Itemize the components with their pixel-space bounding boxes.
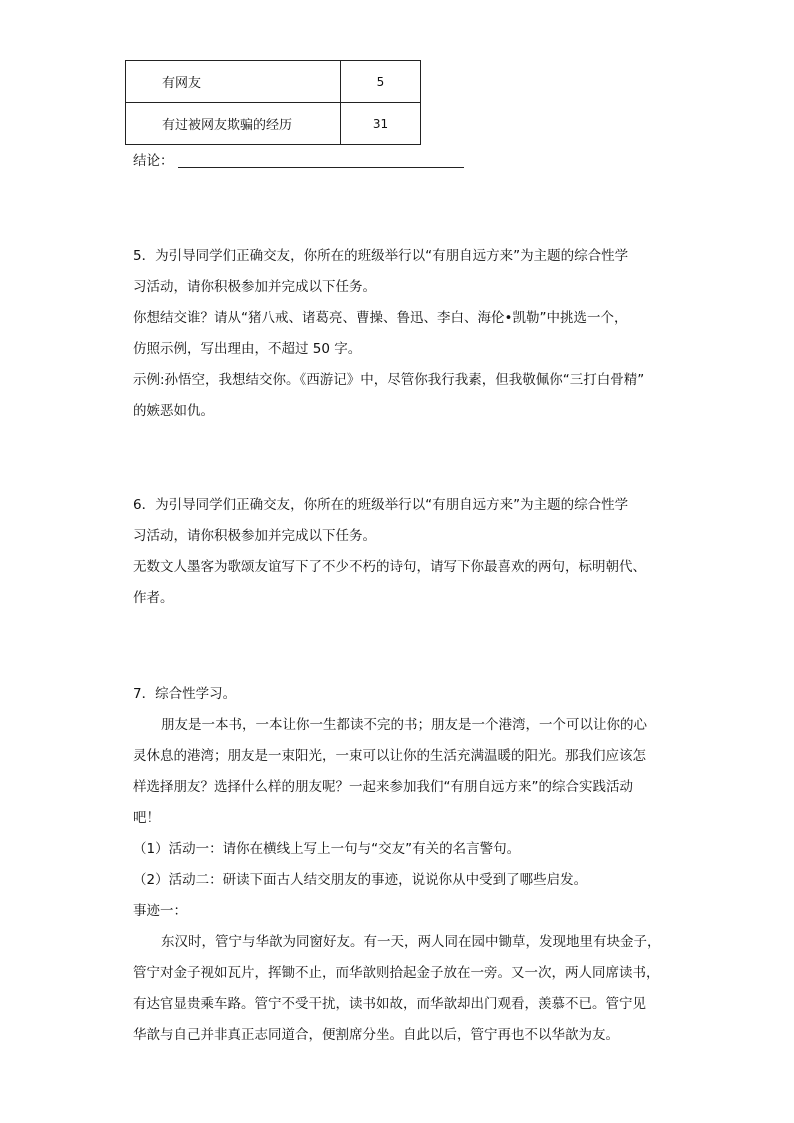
conclusion-line <box>133 151 464 171</box>
q7-activity-2: （2）活动二：研读下面古人结交朋友的事迹，说说你从中受到了哪些启发。 <box>133 872 588 888</box>
q7-line: 朋友是一本书，一本让你一生都读不完的书；朋友是一个港湾，一个可以让你的心 <box>161 717 647 733</box>
table-cell-label: 有网友 <box>126 61 341 103</box>
table-row <box>126 103 421 145</box>
q5-line: 的嫉恶如仇。 <box>133 403 214 419</box>
q6-line: 无数文人墨客为歌颂友谊写下了不少不朽的诗句，请写下你最喜欢的两句，标明朝代、 <box>133 559 646 575</box>
q6-line: 习活动，请你积极参加并完成以下任务。 <box>133 528 376 544</box>
q7-story-line: 东汉时，管宁与华歆为同窗好友。有一天，两人同在园中锄草，发现地里有块金子， <box>161 934 661 950</box>
q7-line: 7．综合性学习。 <box>133 686 237 702</box>
q5-line: 你想结交谁？请从“猪八戒、诸葛亮、曹操、鲁迅、李白、海伦•凯勒”中挑选一个， <box>133 310 628 326</box>
survey-table <box>125 60 421 145</box>
q7-line: 吧！ <box>133 810 160 826</box>
q7-story-heading: 事迹一： <box>133 903 187 919</box>
q5-line: 仿照示例，写出理由，不超过 50 字。 <box>133 341 362 357</box>
q5-line: 示例:孙悟空，我想结交你。《西游记》中，尽管你我行我素，但我敬佩你“三打白骨精” <box>133 372 645 388</box>
q6-line: 作者。 <box>133 590 174 606</box>
table-cell-label: 有过被网友欺骗的经历 <box>126 103 341 145</box>
q7-line: 灵休息的港湾；朋友是一束阳光，一束可以让你的生活充满温暖的阳光。那我们应该怎 <box>133 748 646 764</box>
q5-line: 习活动，请你积极参加并完成以下任务。 <box>133 279 376 295</box>
q7-story-line: 华歆与自己并非真正志同道合，便割席分坐。自此以后，管宁再也不以华歆为友。 <box>133 1027 619 1043</box>
table-row <box>126 61 421 103</box>
table-cell-value: 31 <box>341 103 421 145</box>
table-cell-value: 5 <box>341 61 421 103</box>
q7-story-line: 有达官显贵乘车路。管宁不受干扰，读书如故，而华歆却出门观看，羡慕不已。管宁见 <box>133 996 646 1012</box>
answer-blank[interactable] <box>178 152 464 168</box>
q5-line: 5．为引导同学们正确交友，你所在的班级举行以“有朋自远方来”为主题的综合性学 <box>133 248 629 264</box>
q7-story-line: 管宁对金子视如瓦片，挥锄不止，而华歆则拾起金子放在一旁。又一次，两人同席读书， <box>133 965 660 981</box>
conclusion-label: 结论： <box>133 153 174 169</box>
q7-activity-1: （1）活动一：请你在横线上写上一句与“交友”有关的名言警句。 <box>133 841 521 857</box>
q7-line: 样选择朋友？选择什么样的朋友呢？一起来参加我们“有朋自远方来”的综合实践活动 <box>133 779 633 795</box>
q6-line: 6．为引导同学们正确交友，你所在的班级举行以“有朋自远方来”为主题的综合性学 <box>133 497 629 513</box>
